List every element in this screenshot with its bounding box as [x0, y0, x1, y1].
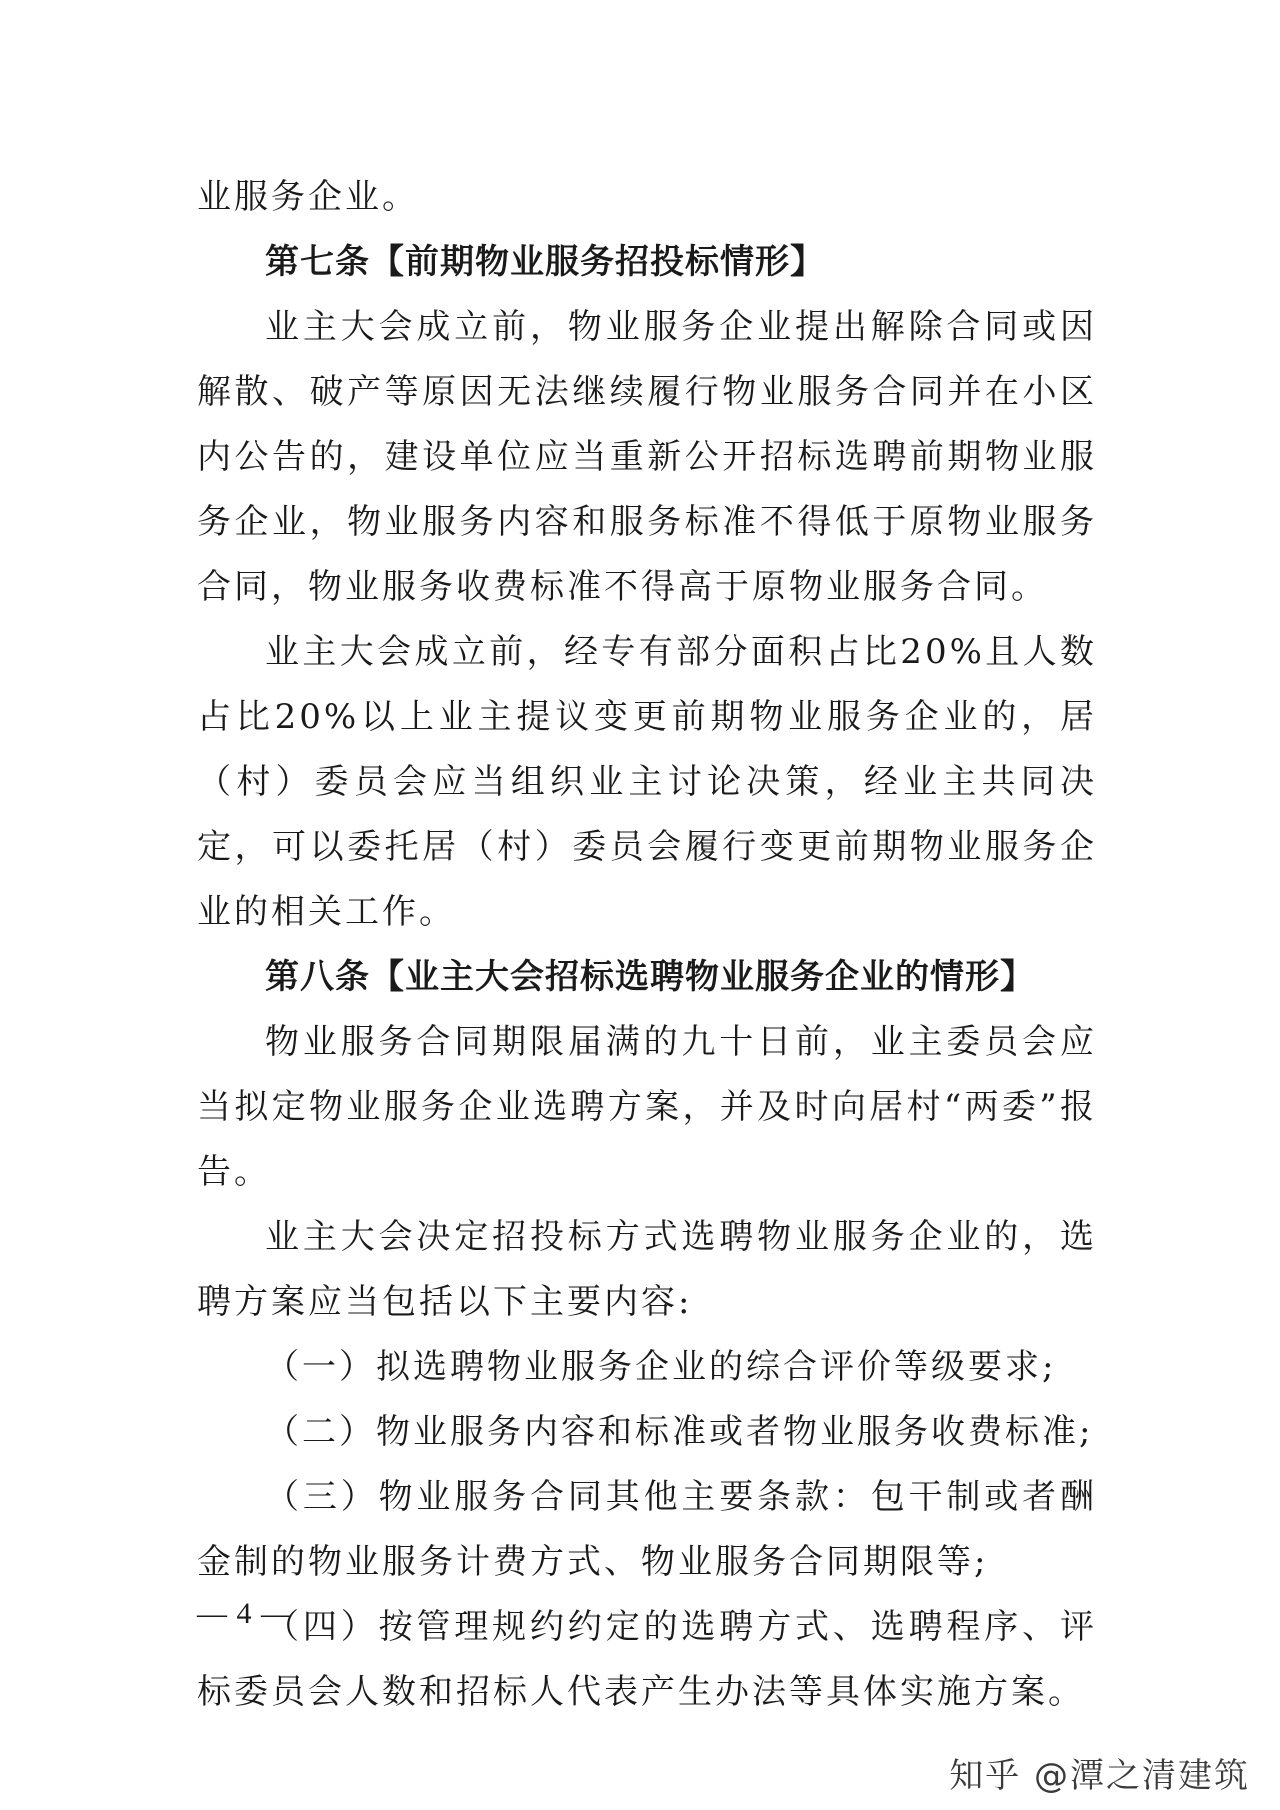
article-8-paragraph-2: 业主大会决定招投标方式选聘物业服务企业的，选聘方案应当包括以下主要内容: — [197, 1217, 1097, 1322]
list-item-3: （三）物业服务合同其他主要条款：包干制或者酬金制的物业服务计费方式、物业服务合同期限等; — [197, 1477, 1097, 1582]
article-7-paragraph-1: 业主大会成立前，物业服务企业提出解除合同或因解散、破产等原因无法继续履行物业服务合同并在小区内公告的，建设单位应当重新公开招标选聘前期物业服务企业，物业服务内容和服务标准不得低于原物业服务合同，物业服务收费标准不得高于原物业服务合同。 — [197, 307, 1097, 607]
list-item-4: （四）按管理规约约定的选聘方式、选聘程序、评标委员会人数和招标人代表产生办法等具体实施方案。 — [197, 1607, 1097, 1712]
article-8-paragraph-1: 物业服务合同期限届满的九十日前，业主委员会应当拟定物业服务企业选聘方案，并及时向居村“两委”报告。 — [197, 1022, 1097, 1192]
paragraph-continuation: 业服务企业。 — [197, 177, 419, 217]
document-body — [197, 165, 1097, 1725]
page-number: — 4 — — [197, 1597, 292, 1630]
article-7-paragraph-2: 业主大会成立前，经专有部分面积占比20%且人数占比20%以上业主提议变更前期物业服务企业的，居（村）委员会应当组织业主讨论决策，经业主共同决定，可以委托居（村）委员会履行变更前期物业服务企业的相关工作。 — [197, 632, 1097, 932]
watermark: 知乎 @潭之清建筑 — [949, 1756, 1250, 1796]
list-item-1: （一）拟选聘物业服务企业的综合评价等级要求; — [265, 1347, 1057, 1387]
article-7-heading: 第七条【前期物业服务招投标情形】 — [265, 242, 825, 282]
list-item-2: （二）物业服务内容和标准或者物业服务收费标准; — [265, 1412, 1094, 1452]
article-8-heading: 第八条【业主大会招标选聘物业服务企业的情形】 — [265, 957, 1035, 997]
